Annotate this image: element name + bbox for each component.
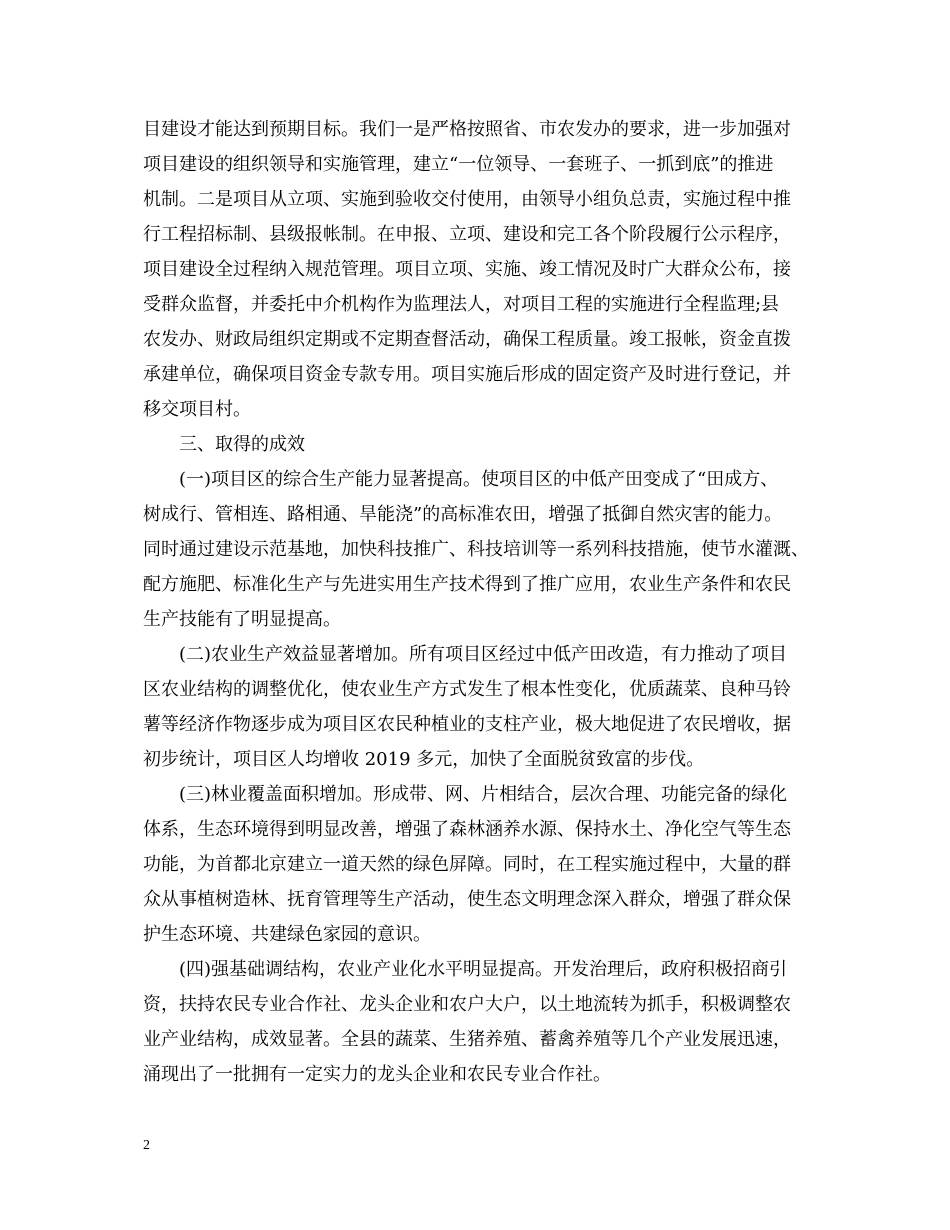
text-line: 涌现出了一批拥有一定实力的龙头企业和农民专业合作社。 <box>143 1064 611 1085</box>
paragraph-production-efficiency <box>143 641 843 774</box>
text-line: 项目建设的组织领导和实施管理，建立“一位领导、一套班子、一抓到底”的推进 <box>143 154 774 175</box>
text-line: 业产业结构，成效显著。全县的蔬菜、生猪养殖、蓄禽养殖等几个产业发展迅速， <box>143 1029 791 1050</box>
text-line: 同时通过建设示范基地，加快科技推广、科技培训等一系列科技措施，使节水灌溉、 <box>143 539 809 560</box>
section-heading: 三、取得的成效 <box>179 434 305 455</box>
text-line: 资，扶持农民专业合作社、龙头企业和农户大户，以土地流转为抓手，积极调整农 <box>143 994 791 1015</box>
text-line: (四)强基础调结构，农业产业化水平明显提高。开发治理后，政府积极招商引 <box>179 959 788 980</box>
text-line: 配方施肥、标准化生产与先进实用生产技术得到了推广应用，农业生产条件和农民 <box>143 574 791 595</box>
text-line: 护生态环境、共建绿色家园的意识。 <box>143 924 431 945</box>
text-line: 初步统计，项目区人均增收 2019 多元，加快了全面脱贫致富的步伐。 <box>143 749 705 770</box>
document-body <box>143 116 843 1096</box>
text-line: 项目建设全过程纳入规范管理。项目立项、实施、竣工情况及时广大群众公布，接 <box>143 259 791 280</box>
page-number: 2 <box>143 1138 150 1153</box>
text-line: 机制。二是项目从立项、实施到验收交付使用，由领导小组负总责，实施过程中推 <box>143 189 791 210</box>
text-line: 行工程招标制、县级报帐制。在申报、立项、建设和完工各个阶段履行公示程序， <box>143 224 791 245</box>
section-heading-achievements <box>143 431 843 459</box>
text-line: (二)农业生产效益显著增加。所有项目区经过中低产田改造，有力推动了项目 <box>179 644 788 665</box>
text-line: 功能，为首都北京建立一道天然的绿色屏障。同时，在工程实施过程中，大量的群 <box>143 854 791 875</box>
text-line: 移交项目村。 <box>143 399 251 420</box>
text-line: (三)林业覆盖面积增加。形成带、网、片相结合，层次合理、功能完备的绿化 <box>179 784 788 805</box>
paragraph-production-capacity <box>143 466 843 634</box>
text-line: 承建单位，确保项目资金专款专用。项目实施后形成的固定资产及时进行登记，并 <box>143 364 791 385</box>
text-line: 目建设才能达到预期目标。我们一是严格按照省、市农发办的要求，进一步加强对 <box>143 119 791 140</box>
text-line: (一)项目区的综合生产能力显著提高。使项目区的中低产田变成了“田成方、 <box>179 469 779 490</box>
text-line: 农发办、财政局组织定期或不定期查督活动，确保工程质量。竣工报帐，资金直拨 <box>143 329 791 350</box>
paragraph-project-management <box>143 116 843 424</box>
text-line: 众从事植树造林、抚育管理等生产活动，使生态文明理念深入群众，增强了群众保 <box>143 889 791 910</box>
text-line: 区农业结构的调整优化，使农业生产方式发生了根本性变化，优质蔬菜、良种马铃 <box>143 679 791 700</box>
paragraph-forestry-coverage <box>143 781 843 949</box>
text-line: 树成行、管相连、路相通、旱能浇”的高标准农田，增强了抵御自然灾害的能力。 <box>143 504 783 525</box>
text-line: 生产技能有了明显提高。 <box>143 609 341 630</box>
text-line: 体系，生态环境得到明显改善，增强了森林涵养水源、保持水土、净化空气等生态 <box>143 819 791 840</box>
paragraph-agricultural-industrialization <box>143 956 843 1089</box>
text-line: 薯等经济作物逐步成为项目区农民种植业的支柱产业，极大地促进了农民增收，据 <box>143 714 791 735</box>
text-line: 受群众监督，并委托中介机构作为监理法人，对项目工程的实施进行全程监理;县 <box>143 294 780 315</box>
